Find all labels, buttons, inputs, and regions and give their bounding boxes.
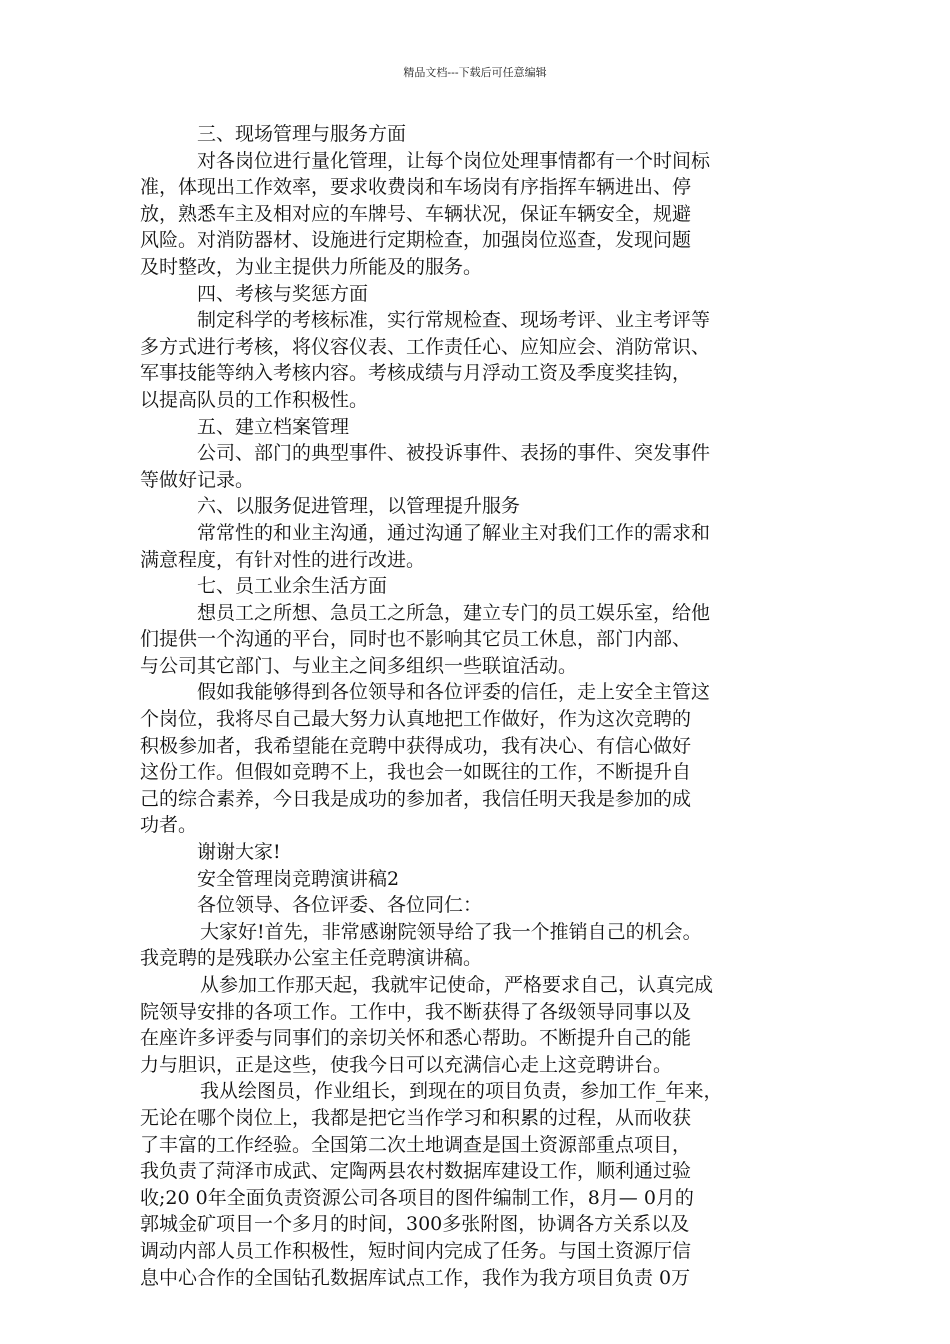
text-line: 这份工作。但假如竞聘不上，我也会一如既往的工作，不断提升自 [140, 761, 692, 784]
text-line: 五、建立档案管理 [197, 415, 350, 438]
text-line: 己的综合素养，今日我是成功的参加者，我信任明天我是参加的成 [140, 787, 692, 810]
text-line: 院领导安排的各项工作。工作中，我不断获得了各级领导同事以及 [140, 1000, 692, 1023]
text-line: 军事技能等纳入考核内容。考核成绩与月浮动工资及季度奖挂钩， [140, 362, 692, 385]
text-line: 准，体现出工作效率，要求收费岗和车场岗有序指挥车辆进出、停 [140, 176, 692, 199]
text-line: 了丰富的工作经验。全国第二次土地调查是国土资源部重点项目， [140, 1133, 692, 1156]
text-line: 大家好!首先，非常感谢院领导给了我一个推销自己的机会。 [200, 920, 702, 943]
text-line: 等做好记录。 [140, 468, 255, 491]
text-line: 功者。 [140, 814, 198, 837]
text-line: 及时整改，为业主提供力所能及的服务。 [140, 255, 483, 278]
text-line: 四、考核与奖惩方面 [197, 282, 369, 305]
text-line: 六、以服务促进管理，以管理提升服务 [197, 495, 521, 518]
text-line: 公司、部门的典型事件、被投诉事件、表扬的事件、突发事件 [197, 442, 711, 465]
text-line: 多方式进行考核，将仪容仪表、工作责任心、应知应会、消防常识、 [140, 335, 711, 358]
text-line: 常常性的和业主沟通，通过沟通了解业主对我们工作的需求和 [197, 521, 711, 544]
text-line: 郭城金矿项目一个多月的时间，300多张附图，协调各方关系以及 [140, 1213, 690, 1236]
text-line: 安全管理岗竞聘演讲稿2 [197, 867, 400, 890]
text-line: 个岗位，我将尽自己最大努力认真地把工作做好，作为这次竞聘的 [140, 708, 692, 731]
text-line: 风险。对消防器材、设施进行定期检查，加强岗位巡查，发现问题 [140, 229, 692, 252]
text-line: 谢谢大家! [197, 841, 281, 864]
page-header: 精品文档---下载后可任意编辑 [403, 66, 547, 79]
text-line: 对各岗位进行量化管理，让每个岗位处理事情都有一个时间标 [197, 149, 711, 172]
text-line: 我竞聘的是残联办公室主任竞聘演讲稿。 [140, 947, 483, 970]
text-line: 满意程度，有针对性的进行改进。 [140, 548, 426, 571]
text-line: 以提高队员的工作积极性。 [140, 388, 369, 411]
text-line: 三、现场管理与服务方面 [197, 123, 407, 145]
text-line: 力与胆识，正是这些，使我今日可以充满信心走上这竞聘讲台。 [140, 1053, 673, 1076]
text-line: 七、员工业余生活方面 [197, 575, 388, 598]
text-line: 与公司其它部门、与业主之间多组织一些联谊活动。 [140, 654, 578, 677]
text-line: 从参加工作那天起，我就牢记使命，严格要求自己，认真完成 [200, 974, 714, 996]
text-line: 我从绘图员，作业组长，到现在的项目负责，参加工作_年来， [200, 1080, 723, 1103]
text-line: 调动内部人员工作积极性，短时间内完成了任务。与国土资源厅信 [140, 1239, 692, 1262]
text-line: 收;20 0年全面负责资源公司各项目的图件编制工作，8月— 0月的 [140, 1186, 694, 1209]
text-line: 我负责了菏泽市成武、定陶两县农村数据库建设工作，顺利通过验 [140, 1160, 692, 1183]
document-body [140, 121, 820, 1291]
text-line: 假如我能够得到各位领导和各位评委的信任，走上安全主管这 [197, 681, 711, 704]
text-line: 各位领导、各位评委、各位同仁： [197, 894, 483, 917]
text-line: 积极参加者，我希望能在竞聘中获得成功，我有决心、有信心做好 [140, 734, 692, 757]
text-line: 想员工之所想、急员工之所急，建立专门的员工娱乐室，给他 [197, 601, 711, 624]
text-line: 制定科学的考核标准，实行常规检查、现场考评、业主考评等 [197, 309, 711, 332]
text-line: 在座许多评委与同事们的亲切关怀和悉心帮助。不断提升自己的能 [140, 1027, 692, 1050]
text-line: 们提供一个沟通的平台，同时也不影响其它员工休息，部门内部、 [140, 628, 692, 651]
text-line: 息中心合作的全国钻孔数据库试点工作，我作为我方项目负责 0万 [140, 1266, 691, 1289]
text-line: 无论在哪个岗位上，我都是把它当作学习和积累的过程，从而收获 [140, 1106, 692, 1129]
text-line: 放，熟悉车主及相对应的车牌号、车辆状况，保证车辆安全，规避 [140, 202, 692, 225]
